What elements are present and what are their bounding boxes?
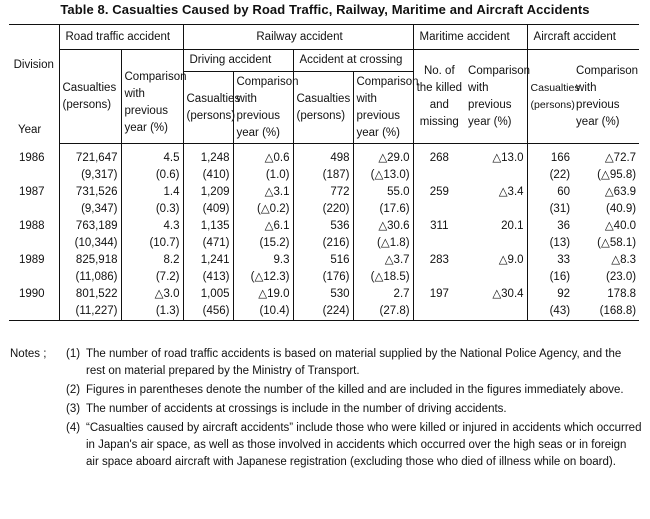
road-killed-comparison-cell: (1.3) — [121, 303, 183, 321]
crossing-comparison-cell: △3.7 — [353, 252, 413, 269]
maritime-comparison-cell: 20.1 — [501, 220, 524, 232]
road-killed-cell: (10,344) — [59, 235, 121, 252]
crossing-casualties-cell: 536 — [293, 218, 353, 235]
road-comparison-cell: △3.0 — [121, 286, 183, 303]
table-row — [9, 286, 639, 303]
notes-prefix: Notes ; — [10, 348, 47, 360]
road-comparison-cell: 1.4 — [121, 184, 183, 201]
crossing-comparison-cell: △30.6 — [353, 218, 413, 235]
note-number: (1) — [66, 348, 81, 360]
maritime-header: Maritime accident — [413, 25, 527, 50]
maritime-comparison-label: Comparison with previous year (%) — [468, 64, 531, 128]
driving-casualties-cell: 1,005 — [183, 286, 233, 303]
table-row — [9, 252, 639, 269]
crossing-killed-cell: (216) — [293, 235, 353, 252]
table-row-killed — [9, 303, 639, 321]
road-killed-comparison-cell: (7.2) — [121, 269, 183, 286]
driving-killed-comparison-cell: (10.4) — [233, 303, 293, 321]
maritime-comparison-cell: △9.0 — [498, 254, 524, 266]
maritime-comparison-header — [465, 50, 531, 144]
table-row — [9, 144, 639, 168]
crossing-killed-cell: (176) — [293, 269, 353, 286]
note-text: The number of accidents at crossings is include in the number of driving accidents. — [86, 403, 507, 415]
aircraft-header: Aircraft accident — [527, 25, 639, 50]
year-cell: 1988 — [19, 220, 45, 232]
road-casualties-cell: 721,647 — [59, 144, 121, 168]
driving-killed-comparison-cell: (△0.2) — [233, 201, 293, 218]
road-casualties-cell: 801,522 — [59, 286, 121, 303]
table-row — [9, 184, 639, 201]
maritime-killed-cell: 311 — [413, 218, 465, 235]
table-body — [9, 144, 639, 321]
crossing-comparison-cell: 2.7 — [353, 286, 413, 303]
crossing-killed-comparison-cell: (△1.8) — [353, 235, 413, 252]
crossing-killed-cell: (187) — [293, 167, 353, 184]
maritime-killed-cell: 197 — [413, 286, 465, 303]
year-cell: 1986 — [19, 151, 45, 164]
table-row-killed — [9, 235, 639, 252]
driving-killed-cell: (471) — [183, 235, 233, 252]
casualties-table — [9, 24, 639, 321]
aircraft-killed-comparison-cell: (23.0) — [606, 271, 637, 283]
driving-casualties-cell: 1,241 — [183, 252, 233, 269]
crossing-casualties-label: Casualties (persons) — [296, 92, 351, 122]
road-killed-cell: (9,317) — [59, 167, 121, 184]
aircraft-killed-cell: (22) — [527, 167, 573, 184]
aircraft-casualties-cell: 92 — [527, 286, 573, 303]
note-item — [10, 346, 642, 380]
road-comparison-label: Comparison with previous year (%) — [124, 71, 187, 134]
aircraft-casualties-cell: 36 — [527, 218, 573, 235]
aircraft-killed-cell: (13) — [527, 235, 573, 252]
maritime-killed-cell: 268 — [413, 144, 465, 168]
aircraft-casualties-header — [527, 50, 580, 144]
aircraft-killed-comparison-cell: (△58.1) — [597, 237, 637, 249]
killed-missing-label: No. of the killed and missing — [416, 64, 462, 128]
note-number: (3) — [66, 403, 81, 415]
crossing-comparison-header — [353, 72, 419, 144]
road-comparison-cell: 4.3 — [121, 218, 183, 235]
aircraft-casualties-cell: 60 — [527, 184, 573, 201]
driving-casualties-label: Casualties (persons) — [186, 92, 241, 122]
note-number: (2) — [66, 384, 81, 396]
road-traffic-header: Road traffic accident — [59, 25, 183, 50]
driving-killed-comparison-cell: (△12.3) — [233, 269, 293, 286]
aircraft-killed-cell: (43) — [527, 303, 573, 321]
driving-comparison-cell: △19.0 — [233, 286, 293, 303]
division-label: Division — [13, 59, 54, 71]
table-row-killed — [9, 167, 639, 184]
year-cell: 1987 — [19, 186, 45, 198]
road-casualties-cell: 731,526 — [59, 184, 121, 201]
aircraft-casualties-cell: 166 — [527, 144, 573, 168]
aircraft-casualties-label: Casualties (persons) — [530, 81, 580, 111]
driving-comparison-header — [233, 72, 299, 144]
note-number: (4) — [66, 422, 81, 434]
crossing-killed-comparison-cell: (△13.0) — [353, 167, 413, 184]
driving-killed-cell: (410) — [183, 167, 233, 184]
driving-casualties-cell: 1,248 — [183, 144, 233, 168]
note-item — [66, 382, 642, 399]
maritime-comparison-cell: △3.4 — [498, 186, 524, 198]
aircraft-comparison-cell: △63.9 — [604, 186, 637, 198]
year-cell: 1989 — [19, 254, 45, 266]
crossing-casualties-cell: 772 — [293, 184, 353, 201]
road-casualties-label: Casualties (persons) — [62, 81, 117, 111]
aircraft-casualties-cell: 33 — [527, 252, 573, 269]
aircraft-killed-comparison-cell: (40.9) — [606, 203, 637, 215]
killed-missing-header — [413, 50, 465, 144]
driving-killed-comparison-cell: (15.2) — [233, 235, 293, 252]
crossing-killed-comparison-cell: (△18.5) — [353, 269, 413, 286]
aircraft-killed-cell: (31) — [527, 201, 573, 218]
crossing-killed-cell: (220) — [293, 201, 353, 218]
road-killed-cell: (11,227) — [59, 303, 121, 321]
table-row — [9, 218, 639, 235]
aircraft-killed-comparison-cell: (△95.8) — [597, 169, 637, 181]
crossing-killed-comparison-cell: (17.6) — [353, 201, 413, 218]
maritime-killed-cell: 259 — [413, 184, 465, 201]
driving-killed-cell: (456) — [183, 303, 233, 321]
road-casualties-header — [59, 50, 121, 144]
driving-killed-cell: (409) — [183, 201, 233, 218]
driving-comparison-label: Comparison with previous year (%) — [236, 75, 299, 139]
road-killed-cell: (11,086) — [59, 269, 121, 286]
crossing-header: Accident at crossing — [293, 50, 413, 72]
note-text: “Casualties caused by aircraft accidents” include those who were killed or injured in accidents which occurred in Japan's air space, as well as those involved in accidents which occurred over the high seas or in foreign air space aboard aircraft with Japanese registration (excluding those who died of illness while on board). — [86, 422, 642, 468]
crossing-killed-comparison-cell: (27.8) — [353, 303, 413, 321]
notes-section — [10, 346, 642, 471]
note-item — [66, 401, 642, 418]
driving-comparison-cell: △0.6 — [233, 144, 293, 168]
aircraft-comparison-cell: 178.8 — [607, 288, 637, 300]
aircraft-comparison-cell: △72.7 — [604, 152, 637, 164]
road-casualties-cell: 763,189 — [59, 218, 121, 235]
driving-comparison-cell: △6.1 — [233, 218, 293, 235]
road-killed-comparison-cell: (10.7) — [121, 235, 183, 252]
road-comparison-cell: 4.5 — [121, 144, 183, 168]
driving-casualties-header — [183, 72, 241, 144]
driving-killed-comparison-cell: (1.0) — [233, 167, 293, 184]
driving-killed-cell: (413) — [183, 269, 233, 286]
crossing-casualties-cell: 498 — [293, 144, 353, 168]
maritime-killed-cell: 283 — [413, 252, 465, 269]
crossing-casualties-cell: 516 — [293, 252, 353, 269]
crossing-comparison-cell: 55.0 — [353, 184, 413, 201]
aircraft-comparison-cell: △40.0 — [604, 220, 637, 232]
aircraft-killed-comparison-cell: (168.8) — [599, 305, 637, 317]
year-label: Year — [18, 124, 42, 136]
table-row-killed — [9, 201, 639, 218]
driving-header: Driving accident — [183, 50, 293, 72]
road-killed-cell: (9,347) — [59, 201, 121, 218]
aircraft-comparison-label: Comparison with previous year (%) — [576, 64, 639, 128]
note-item — [66, 420, 642, 471]
driving-casualties-cell: 1,209 — [183, 184, 233, 201]
year-cell: 1990 — [19, 288, 45, 300]
aircraft-comparison-header — [573, 50, 639, 144]
crossing-comparison-label: Comparison with previous year (%) — [356, 75, 419, 139]
driving-comparison-cell: △3.1 — [233, 184, 293, 201]
road-casualties-cell: 825,918 — [59, 252, 121, 269]
division-header — [9, 25, 59, 144]
table-title: Table 8. Casualties Caused by Road Traffic, Railway, Maritime and Aircraft Accidents — [60, 2, 590, 17]
note-text: The number of road traffic accidents is based on material supplied by the National Police Agency, and the rest on material prepared by the Ministry of Transport. — [86, 348, 622, 377]
road-killed-comparison-cell: (0.3) — [121, 201, 183, 218]
aircraft-comparison-cell: △8.3 — [611, 254, 637, 266]
maritime-comparison-cell: △30.4 — [492, 288, 524, 300]
road-comparison-header — [121, 50, 187, 144]
aircraft-killed-cell: (16) — [527, 269, 573, 286]
table-row-killed — [9, 269, 639, 286]
road-killed-comparison-cell: (0.6) — [121, 167, 183, 184]
driving-comparison-cell: 9.3 — [233, 252, 293, 269]
railway-header: Railway accident — [183, 25, 413, 50]
crossing-casualties-header — [293, 72, 353, 144]
crossing-comparison-cell: △29.0 — [353, 144, 413, 168]
note-text: Figures in parentheses denote the number of the killed and are included in the figures immediately above. — [86, 384, 624, 396]
crossing-killed-cell: (224) — [293, 303, 353, 321]
crossing-casualties-cell: 530 — [293, 286, 353, 303]
driving-casualties-cell: 1,135 — [183, 218, 233, 235]
maritime-comparison-cell: △13.0 — [492, 152, 524, 164]
road-comparison-cell: 8.2 — [121, 252, 183, 269]
